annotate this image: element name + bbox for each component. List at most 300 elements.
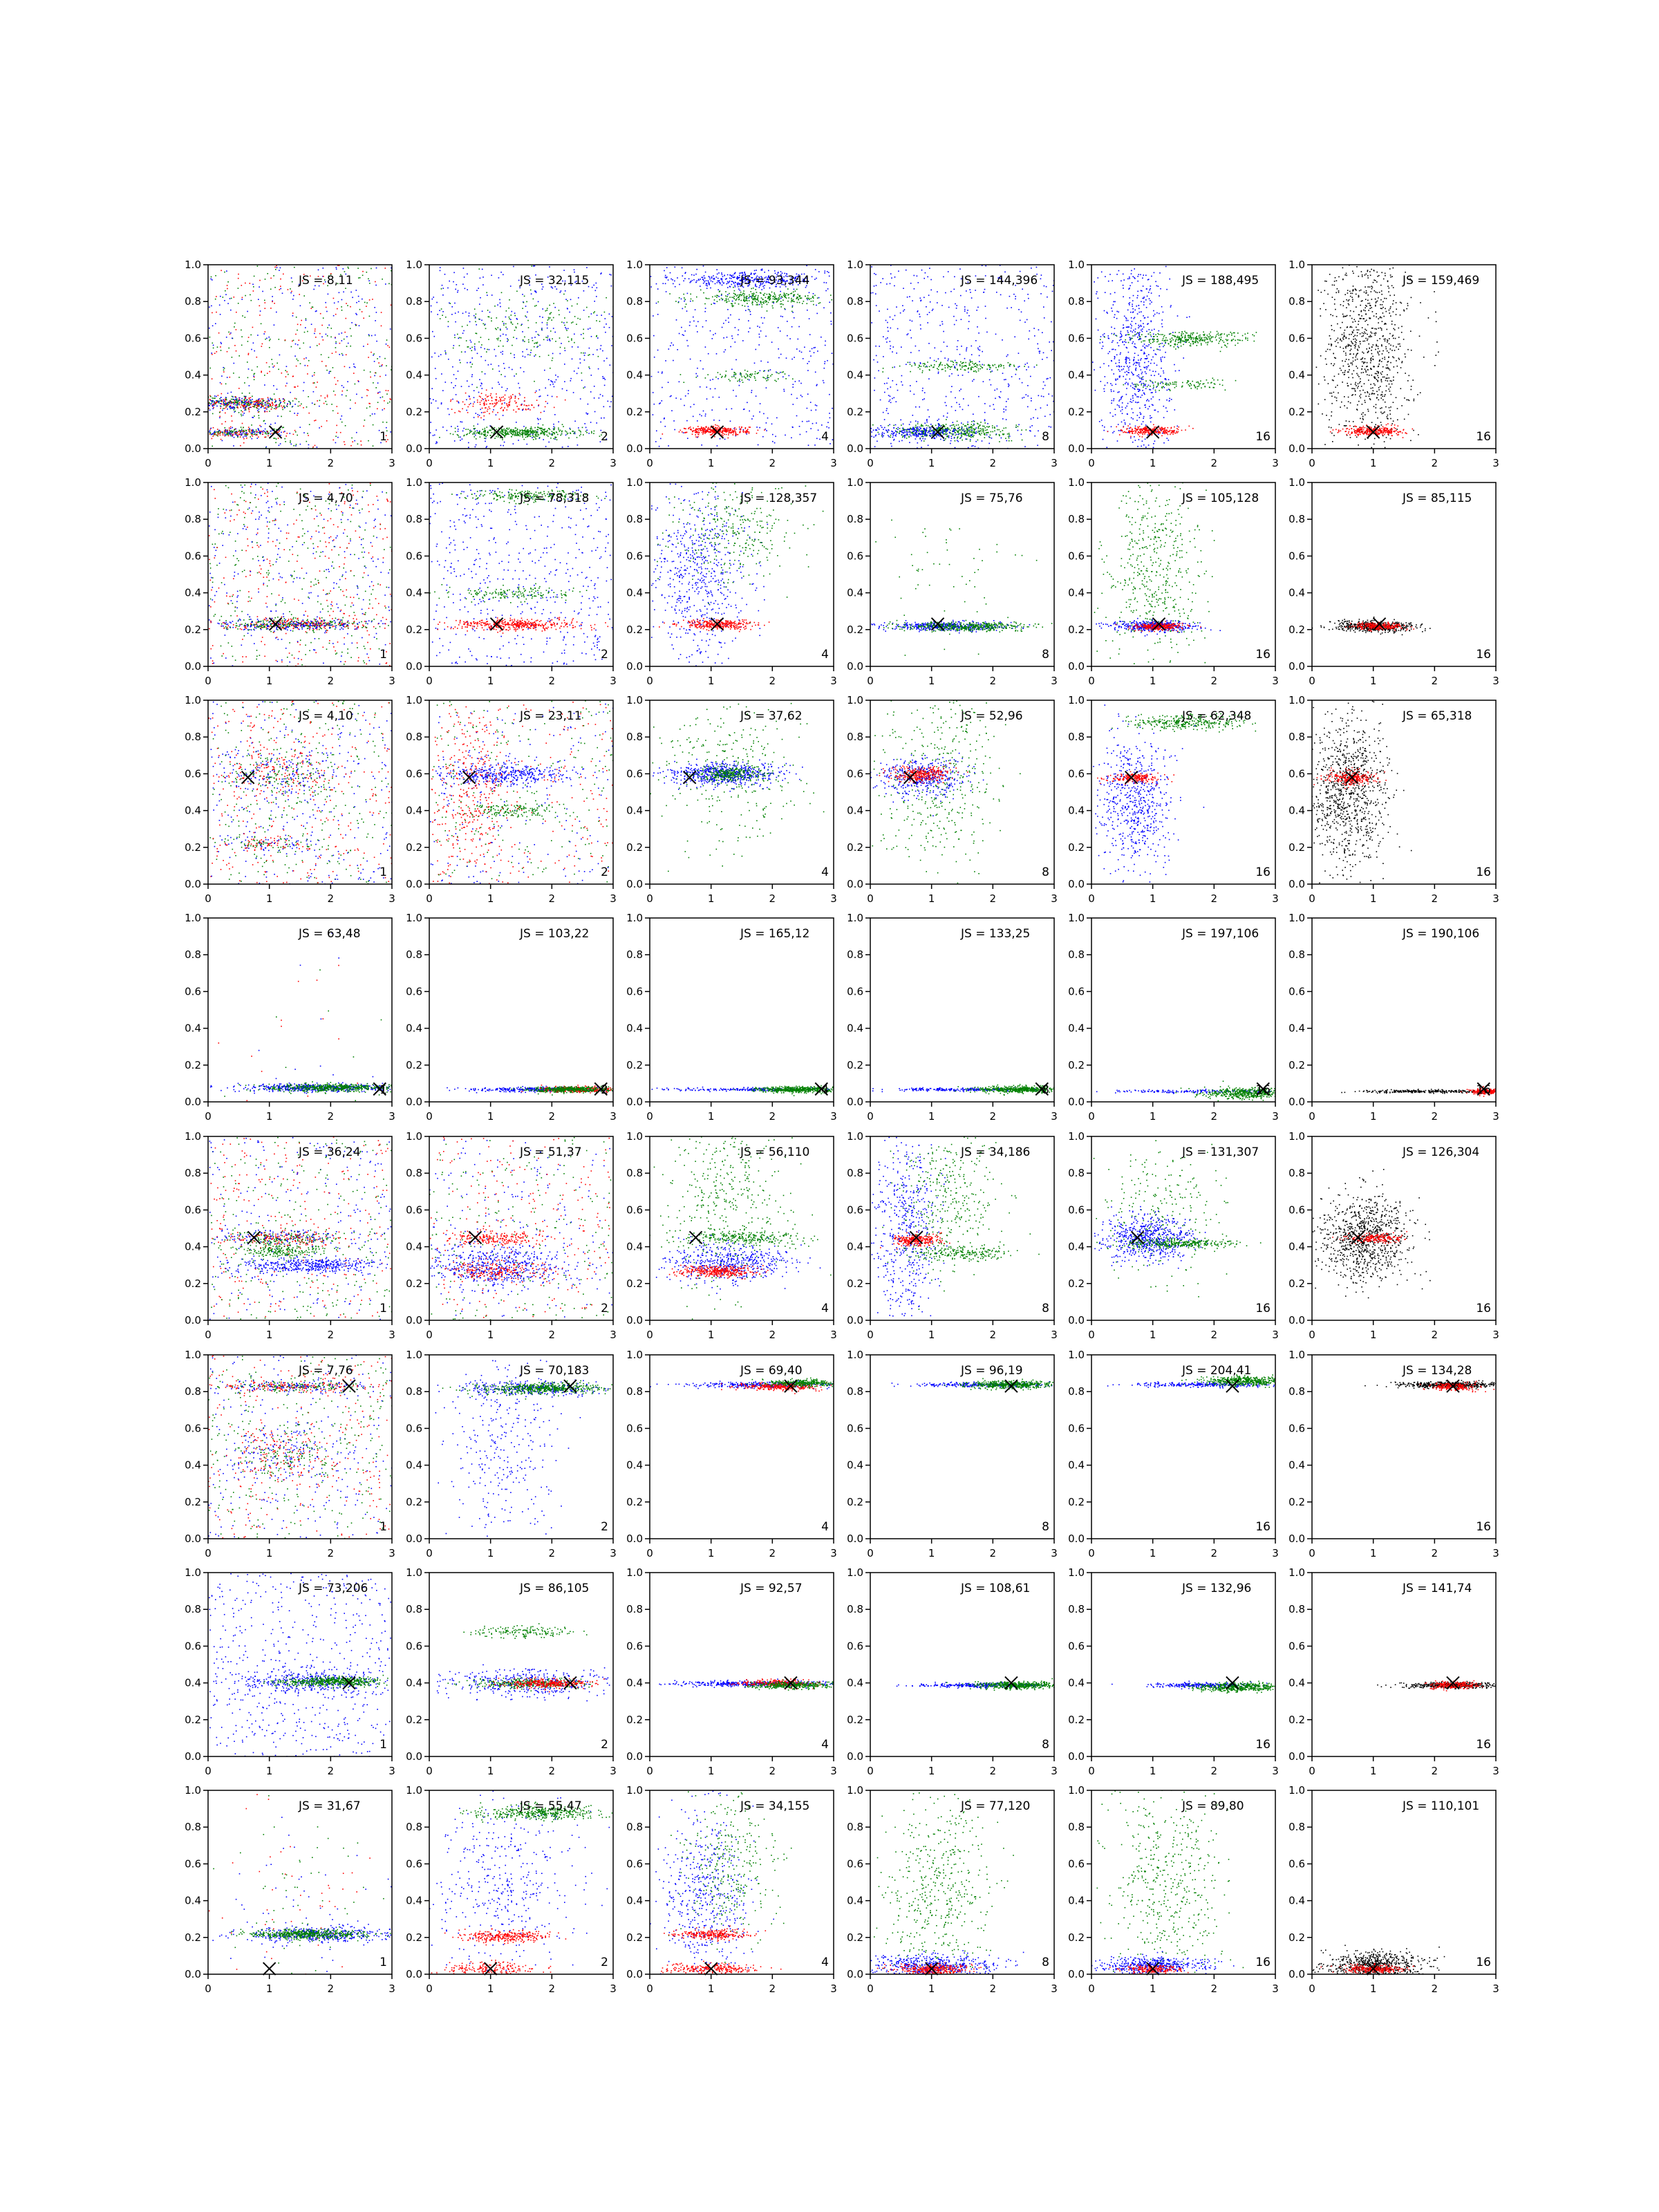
scatter-point (295, 445, 297, 447)
scatter-point (532, 433, 533, 434)
scatter-point (235, 399, 236, 400)
scatter-point (910, 362, 911, 364)
scatter-point (213, 345, 214, 346)
scatter-point (540, 433, 541, 435)
scatter-point (733, 434, 734, 435)
scatter-point (600, 394, 601, 395)
scatter-point (731, 305, 733, 306)
scatter-point (690, 359, 691, 360)
scatter-point (561, 290, 562, 292)
scatter-point (243, 408, 245, 409)
scatter-point (364, 420, 366, 421)
scatter-point (1027, 294, 1029, 295)
scatter-point (959, 404, 960, 405)
scatter-point (725, 295, 727, 297)
scatter-point (982, 351, 983, 353)
scatter-point (241, 415, 243, 417)
scatter-point (225, 403, 227, 404)
scatter-point (773, 296, 774, 297)
scatter-point (279, 433, 280, 435)
scatter-point (747, 300, 748, 301)
scatter-point (336, 269, 337, 270)
scatter-point (798, 339, 799, 340)
scatter-point (366, 395, 368, 397)
scatter-point (471, 350, 473, 351)
scatter-point (809, 361, 810, 362)
scatter-point (695, 436, 697, 438)
scatter-point (580, 433, 581, 435)
scatter-point (1006, 406, 1007, 408)
scatter-point (738, 434, 739, 435)
scatter-points (637, 265, 841, 447)
scatter-point (985, 265, 986, 267)
scatter-point (706, 285, 708, 287)
scatter-point (534, 355, 535, 357)
scatter-point (812, 296, 814, 297)
scatter-point (785, 435, 786, 436)
scatter-point (498, 431, 500, 433)
scatter-point (792, 386, 794, 388)
scatter-point (356, 394, 357, 395)
scatter-point (374, 375, 375, 377)
scatter-point (785, 295, 787, 297)
scatter-point (978, 332, 980, 334)
scatter-point (762, 302, 764, 303)
scatter-point (366, 408, 368, 409)
scatter-point (321, 361, 323, 362)
scatter-point (223, 432, 224, 433)
scatter-point (739, 427, 740, 428)
scatter-point (534, 290, 536, 292)
scatter-point (265, 407, 267, 409)
scatter-point (980, 364, 981, 366)
scatter-point (942, 369, 944, 371)
scatter-point (824, 368, 825, 369)
scatter-point (829, 413, 830, 414)
scatter-point (294, 355, 296, 357)
scatter-point (277, 406, 279, 408)
scatter-point (221, 393, 223, 395)
scatter-point (506, 428, 507, 429)
scatter-point (957, 440, 958, 441)
scatter-point (688, 393, 689, 395)
scatter-point (543, 433, 544, 435)
scatter-point (476, 387, 478, 388)
scatter-point (220, 432, 221, 433)
scatter-point (780, 303, 781, 305)
scatter-point (888, 401, 890, 402)
scatter-point (560, 292, 561, 293)
scatter-point (561, 431, 563, 433)
scatter-point (569, 312, 570, 313)
scatter-point (888, 395, 890, 396)
scatter-point (453, 272, 455, 274)
scatter-point (770, 369, 771, 371)
scatter-point (355, 367, 356, 368)
scatter-point (243, 415, 244, 416)
scatter-point (922, 399, 924, 400)
scatter-point (614, 431, 615, 433)
scatter-point (319, 427, 320, 429)
scatter-point (347, 305, 348, 306)
scatter-point (279, 289, 281, 290)
scatter-point (876, 355, 877, 357)
scatter-point (808, 444, 809, 446)
scatter-point (535, 438, 536, 440)
scatter-point (256, 431, 258, 432)
scatter-point (662, 373, 663, 374)
x-tick-label: 3 (610, 457, 617, 469)
scatter-point (951, 366, 953, 368)
scatter-point (743, 292, 744, 294)
scatter-point (227, 285, 228, 286)
scatter-point (1008, 386, 1009, 387)
scatter-point (767, 375, 769, 376)
scatter-point (949, 366, 950, 368)
scatter-point (501, 397, 503, 398)
scatter-point (273, 385, 274, 386)
scatter-point (462, 402, 464, 403)
scatter-point (221, 439, 222, 440)
scatter-point (468, 447, 469, 448)
scatter-point (660, 438, 662, 440)
scatter-point (519, 435, 521, 437)
scatter-point (503, 346, 504, 347)
scatter-point (309, 302, 310, 303)
scatter-point (258, 432, 259, 433)
scatter-point (714, 299, 715, 301)
scatter-point (375, 373, 377, 374)
scatter-point (259, 406, 260, 407)
scatter-point (475, 321, 476, 323)
scatter-point (791, 311, 793, 312)
scatter-point (480, 418, 482, 419)
scatter-point (915, 364, 916, 366)
scatter-point (294, 430, 296, 431)
scatter-point (975, 371, 977, 372)
scatter-point (370, 377, 371, 378)
scatter-point (301, 320, 302, 321)
scatter-point (368, 440, 369, 442)
scatter-point (242, 423, 243, 424)
scatter-point (498, 338, 499, 339)
scatter-point (264, 300, 265, 301)
scatter-point (897, 390, 899, 391)
scatter-point (550, 330, 552, 332)
scatter-point (232, 420, 233, 422)
scatter-point (831, 324, 832, 325)
scatter-point (733, 283, 735, 284)
scatter-point (970, 439, 971, 440)
scatter-point (676, 319, 677, 321)
scatter-point (1024, 321, 1026, 323)
scatter-point (702, 368, 704, 370)
scatter-point (761, 297, 762, 299)
scatter-point (556, 431, 557, 433)
scatter-point (1042, 388, 1044, 390)
scatter-point (883, 356, 884, 357)
scatter-point (554, 386, 555, 388)
scatter-point (326, 307, 327, 308)
scatter-point (374, 361, 375, 362)
scatter-point (718, 296, 720, 297)
scatter-point (973, 413, 974, 415)
scatter-point (589, 354, 590, 355)
scatter-point (225, 429, 227, 431)
scatter-point (460, 337, 462, 339)
scatter-point (223, 402, 225, 404)
scatter-point (457, 426, 458, 427)
scatter-point (328, 325, 330, 326)
scatter-point (386, 344, 387, 345)
scatter-point (543, 411, 545, 412)
scatter-point (811, 301, 812, 302)
scatter-point (585, 413, 587, 414)
scatter-point (579, 435, 581, 437)
scatter-point (217, 435, 218, 436)
scatter-point (265, 404, 267, 406)
scatter-point (474, 402, 476, 403)
scatter-point (484, 404, 485, 406)
scatter-point (214, 431, 216, 432)
scatter-point (759, 327, 760, 328)
scatter-point (529, 355, 531, 356)
scatter-point (344, 271, 346, 272)
scatter-point (536, 432, 538, 433)
scatter-point (527, 431, 529, 432)
scatter-point (975, 363, 977, 364)
scatter-point (323, 317, 324, 319)
scatter-point (259, 409, 260, 410)
scatter-point (793, 299, 794, 301)
scatter-point (204, 400, 205, 401)
scatter-point (497, 412, 498, 413)
scatter-point (588, 433, 590, 434)
scatter-point (326, 420, 328, 422)
scatter-point (496, 414, 497, 415)
scatter-point (212, 397, 214, 399)
scatter-point (465, 312, 467, 313)
scatter-point (261, 431, 262, 432)
scatter-point (794, 301, 795, 303)
scatter-point (480, 436, 481, 438)
scatter-point (568, 337, 569, 338)
scatter-point (489, 408, 491, 409)
scatter-point (276, 404, 278, 406)
scatter-point (469, 404, 470, 406)
scatter-point (252, 396, 253, 397)
scatter-point (245, 403, 247, 404)
scatter-point (243, 405, 245, 406)
scatter-point (973, 431, 975, 432)
scatter-point (786, 357, 787, 359)
scatter-point (994, 364, 995, 366)
scatter-point (274, 438, 276, 439)
scatter-point (354, 440, 355, 442)
scatter-point (225, 399, 226, 400)
scatter-point (478, 288, 479, 289)
scatter-point (248, 354, 250, 355)
scatter-point (921, 270, 923, 271)
scatter-point (194, 400, 196, 401)
scatter-point (252, 406, 254, 407)
scatter-point (697, 426, 699, 427)
scatter-point (745, 300, 747, 301)
scatter-point (719, 427, 720, 429)
scatter-point (467, 429, 469, 430)
scatter-point (1002, 418, 1004, 420)
scatter-point (250, 335, 252, 336)
scatter-point (952, 361, 953, 362)
scatter-point (512, 311, 513, 312)
scatter-point (239, 402, 241, 404)
scatter-point (922, 371, 924, 372)
scatter-point (227, 404, 229, 406)
scatter-point (549, 305, 550, 306)
scatter-point (729, 293, 730, 294)
scatter-point (463, 268, 465, 269)
scatter-point (805, 296, 806, 297)
scatter-point (693, 430, 694, 431)
scatter-point (534, 346, 535, 348)
scatter-point (267, 406, 268, 408)
scatter-point (238, 278, 239, 279)
scatter-point (650, 286, 652, 288)
scatter-point (234, 402, 236, 404)
scatter-point (225, 435, 226, 436)
scatter-point (988, 443, 990, 444)
scatter-point (220, 382, 221, 384)
scatter-point (666, 291, 667, 292)
scatter-point (605, 379, 606, 380)
scatter-point (513, 266, 514, 268)
scatter-point (460, 421, 462, 422)
scatter-point (346, 354, 347, 355)
scatter-point (509, 397, 510, 398)
scatter-point (517, 324, 518, 325)
scatter-point (813, 304, 814, 306)
scatter-point (259, 418, 260, 419)
scatter-point (442, 285, 443, 286)
scatter-point (753, 292, 755, 294)
scatter-point (244, 396, 245, 397)
scatter-point (234, 297, 235, 298)
scatter-point (478, 433, 479, 434)
scatter-point (206, 402, 207, 404)
scatter-point (534, 437, 536, 438)
scatter-point (792, 378, 794, 379)
scatter-point (236, 399, 238, 400)
scatter-point (720, 438, 721, 440)
scatter-point (697, 429, 698, 431)
scatter-point (704, 281, 705, 283)
scatter-point (718, 278, 719, 279)
scatter-point (435, 378, 437, 379)
scatter-point (778, 299, 779, 300)
scatter-point (825, 345, 826, 346)
scatter-point (282, 293, 283, 294)
scatter-point (505, 395, 506, 396)
scatter-point (496, 397, 498, 398)
scatter-point (705, 308, 706, 309)
scatter-point (827, 422, 829, 423)
scatter-point (375, 281, 376, 283)
scatter-point (475, 317, 476, 318)
scatter-point (205, 435, 207, 437)
scatter-point (912, 415, 914, 416)
scatter-point (249, 385, 250, 386)
scatter-point (958, 375, 959, 376)
scatter-point (474, 426, 475, 427)
scatter-point (522, 294, 523, 295)
scatter-point (538, 301, 539, 303)
scatter-point (522, 433, 523, 435)
scatter-point (927, 362, 928, 363)
scatter-points (423, 265, 652, 449)
scatter-point (946, 346, 948, 347)
scatter-point (877, 362, 879, 363)
scatter-point (496, 429, 498, 430)
scatter-point (474, 308, 476, 310)
scatter-point (340, 432, 341, 433)
scatter-point (314, 382, 315, 384)
scatter-point (312, 307, 314, 308)
scatter-point (247, 362, 248, 363)
scatter-point (816, 384, 818, 386)
scatter-point (511, 322, 512, 324)
scatter-point (896, 306, 897, 308)
scatter-point (653, 335, 655, 337)
scatter-point (310, 346, 311, 348)
scatter-point (356, 302, 357, 303)
scatter-point (485, 441, 486, 442)
scatter-point (703, 411, 704, 412)
scatter-point (469, 362, 471, 364)
scatter-point (744, 370, 746, 371)
scatter-point (721, 272, 722, 274)
scatter-point (717, 282, 718, 283)
scatter-point (386, 390, 387, 391)
scatter-point (922, 372, 924, 373)
scatter-point (266, 362, 268, 364)
scatter-point (275, 407, 276, 409)
scatter-point (684, 301, 685, 302)
scatter-point (503, 274, 504, 276)
scatter-point (373, 445, 374, 447)
scatter-point (460, 362, 461, 364)
scatter-point (1033, 328, 1035, 329)
scatter-point (884, 392, 885, 393)
scatter-point (514, 312, 516, 314)
scatter-point (919, 366, 920, 367)
scatter-point (482, 399, 484, 400)
scatter-point (778, 297, 780, 299)
scatter-point (377, 402, 379, 403)
scatter-point (223, 400, 224, 401)
scatter-point (296, 317, 297, 318)
scatter-point (284, 400, 285, 402)
scatter-point (218, 432, 219, 433)
scatter-point (767, 377, 768, 379)
scatter-point (274, 267, 276, 268)
scatter-point (736, 434, 738, 435)
scatter-point (482, 311, 483, 312)
scatter-point (597, 315, 598, 316)
scatter-point (735, 294, 736, 295)
scatter-point (471, 357, 473, 359)
scatter-point (910, 330, 911, 331)
scatter-point (723, 337, 724, 339)
